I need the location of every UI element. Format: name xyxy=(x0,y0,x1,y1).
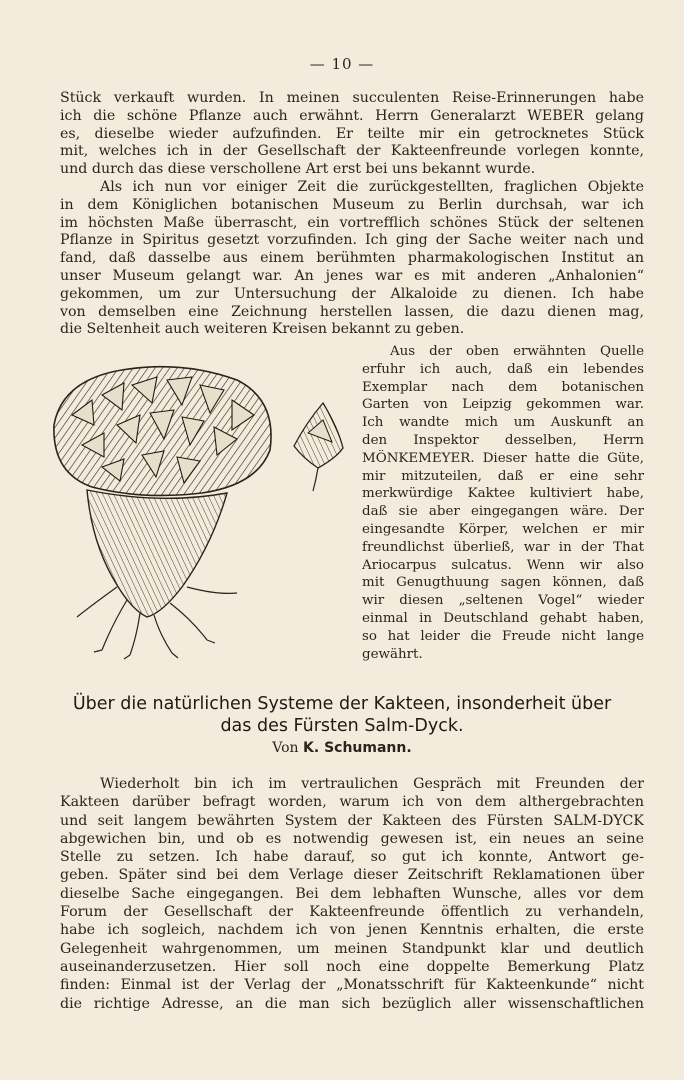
text-line: Ich wandte mich um Auskunft an xyxy=(362,415,644,431)
text-line: merkwürdige Kaktee kultiviert habe, xyxy=(362,486,644,502)
text-line: den Inspektor desselben, Herrn xyxy=(362,432,644,448)
text-line: und durch das diese verschollene Art erst bei uns bekannt wurde. xyxy=(60,161,536,178)
text-line: habe ich sogleich, nachdem ich von jenen Kenntnis erhalten, die erste xyxy=(60,922,644,939)
text-line: Aus der oben erwähnten Quelle xyxy=(390,344,644,359)
text-line: dieselbe Sache eingegangen. Bei dem lebhaften Wunsche, alles vor dem xyxy=(60,885,644,902)
article-title-line: Über die natürlichen Systeme der Kakteen, insonderheit über xyxy=(72,694,612,714)
text-line: Exemplar nach dem botanischen xyxy=(362,379,644,395)
text-line: erfuhr ich auch, daß ein lebendes xyxy=(362,361,644,377)
text-line: Ariocarpus sulcatus. Wenn wir also xyxy=(362,557,644,573)
text-line: finden: Einmal ist der Verlag der „Monatsschrift für Kakteenkunde“ nicht xyxy=(60,977,644,994)
text-line: gewährt. xyxy=(362,646,423,662)
text-line: es, dieselbe wieder aufzufinden. Er teilte mir ein getrocknetes Stück xyxy=(60,125,644,142)
text-line: Gelegenheit wahrgenommen, um meinen Standpunkt klar und deutlich xyxy=(60,940,644,957)
tubercle-detail-illustration xyxy=(288,398,348,493)
text-line: im höchsten Maße überrascht, ein vortrefflich schönes Stück der seltenen xyxy=(60,214,644,231)
text-line: MÖNKEMEYER. Dieser hatte die Güte, xyxy=(362,450,644,466)
text-line: auseinanderzusetzen. Hier soll noch eine doppelte Bemerkung Platz xyxy=(60,958,644,975)
article-body xyxy=(60,775,644,1013)
text-line: abgewichen bin, und ob es notwendig gewesen ist, ein neues an seine xyxy=(60,830,644,847)
author-name: K. Schumann. xyxy=(303,740,412,756)
text-line: wir diesen „seltenen Vogel“ wieder xyxy=(362,593,644,609)
text-line: Als ich nun vor einiger Zeit die zurückgestellten, fraglichen Objekte xyxy=(100,178,644,195)
text-line: mir mitzuteilen, daß er eine sehr xyxy=(362,468,644,484)
text-line: Forum der Gesellschaft der Kakteenfreunde öffentlich zu verhandeln, xyxy=(60,904,644,921)
text-line: und seit langem bewährten System der Kakteen des Fürsten SALM-DYCK xyxy=(60,812,644,829)
text-line: die richtige Adresse, an die man sich bezüglich aller wissenschaftlichen xyxy=(60,995,644,1012)
byline-prefix: Von xyxy=(272,740,299,756)
text-line: von demselben eine Zeichnung herstellen lassen, die dazu dienen mag, xyxy=(60,303,644,320)
text-line: Garten von Leipzig gekommen war. xyxy=(362,397,644,413)
text-line: ich die schöne Pflanze auch erwähnt. Herrn Generalarzt WEBER gelang xyxy=(60,107,644,124)
text-line: unser Museum gelangt war. An jenes war es mit anderen „Anhalonien“ xyxy=(60,267,644,284)
text-line: Wiederholt bin ich im vertraulichen Gespräch mit Freunden der xyxy=(100,776,644,792)
text-line: Pflanze in Spiritus gesetzt vorzufinden. Ich ging der Sache weiter nach und xyxy=(60,232,644,249)
text-line: einmal in Deutschland gehabt haben, xyxy=(362,610,644,626)
text-line: mit, welches ich in der Gesellschaft der Kakteenfreunde vorlegen konnte, xyxy=(60,143,644,160)
text-line: die Seltenheit auch weiteren Kreisen bekannt zu geben. xyxy=(60,321,465,338)
text-line: so hat leider die Freude nicht lange xyxy=(362,628,644,644)
article-title xyxy=(40,693,644,737)
text-line: mit Genugthuung sagen können, daß xyxy=(362,575,644,591)
text-line: daß sie aber eingegangen wäre. Der xyxy=(362,504,644,520)
article-title-line: das des Fürsten Salm-Dyck. xyxy=(220,716,464,736)
page-number: — 10 — xyxy=(309,55,375,73)
top-paragraphs xyxy=(60,90,644,339)
text-line: eingesandte Körper, welchen er mir xyxy=(362,521,644,537)
text-line: fand, daß dasselbe aus einem berühmten pharmakologischen Institut an xyxy=(60,250,644,267)
text-line: freundlichst überließ, war in der That xyxy=(362,539,644,555)
text-line: Stück verkauft wurden. In meinen succulenten Reise-Erinnerungen habe xyxy=(60,90,644,106)
text-line: gekommen, um zur Untersuchung der Alkaloide zu dienen. Ich habe xyxy=(60,285,644,302)
text-line: in dem Königlichen botanischen Museum zu Berlin durchsah, war ich xyxy=(60,196,644,213)
right-column-paragraph xyxy=(362,343,644,663)
text-line: Kakteen darüber befragt worden, warum ich von dem althergebrachten xyxy=(60,794,644,811)
text-line: geben. Später sind bei dem Verlage dieser Zeitschrift Reklamationen über xyxy=(60,867,644,884)
text-line: Stelle zu setzen. Ich habe darauf, so gut ich konnte, Antwort ge- xyxy=(60,849,644,866)
cactus-illustration xyxy=(32,355,282,660)
byline xyxy=(0,740,684,756)
